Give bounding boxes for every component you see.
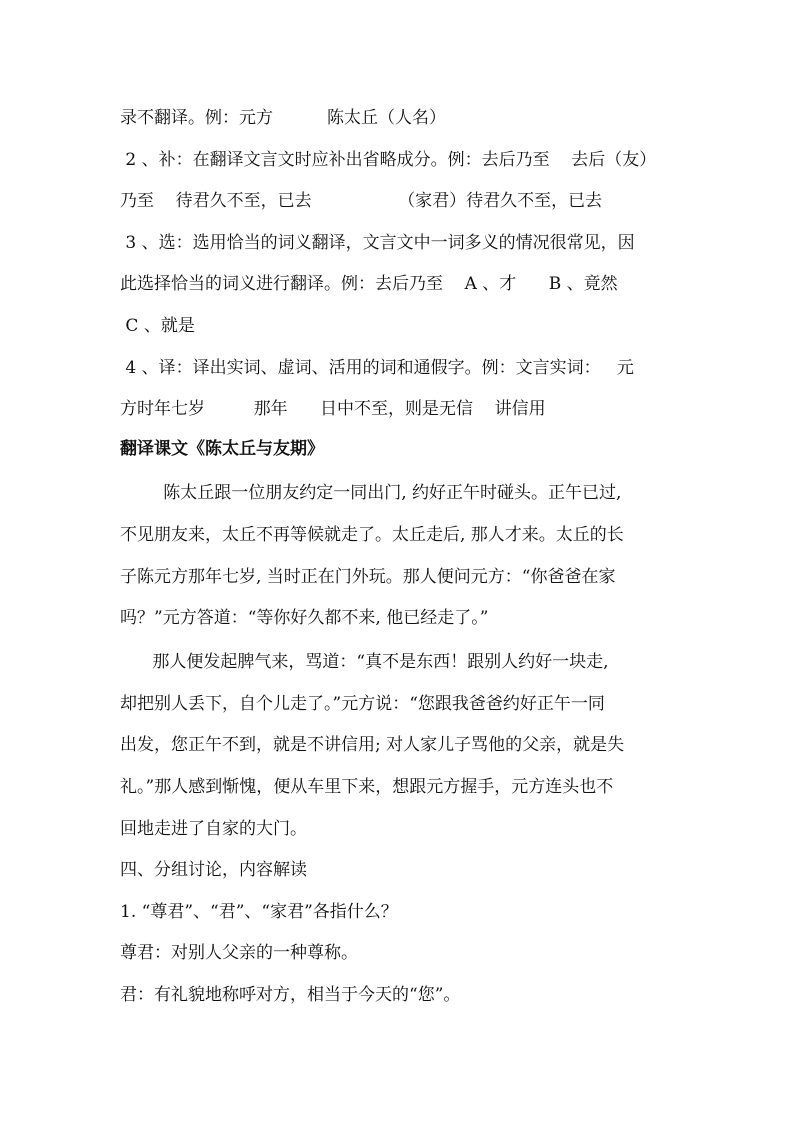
paragraph-line: 陈太丘跟一位朋友约定一同出门, 约好正午时碰头。正午已过, <box>120 483 622 503</box>
text-line-2: 2 、补：在翻译文言文时应补出省略成分。例：去后乃至 去后（友） <box>120 150 657 170</box>
paragraph-line: 礼。”那人感到惭愧，便从车里下来，想跟元方握手，元方连头也不 <box>120 777 614 797</box>
paragraph-line: 不见朋友来，太丘不再等候就走了。太丘走后, 那人才来。太丘的长 <box>120 525 624 545</box>
text-line-1: 录不翻译。例：元方 陈太丘（人名） <box>120 108 447 128</box>
text-line-7: 4 、译：译出实词、虚词、活用的词和通假字。例：文言实词： 元 <box>120 358 634 378</box>
text-line-4: 3 、选：选用恰当的词义翻译，文言文中一词多义的情况很常见，因 <box>120 233 635 253</box>
question: 1. “尊君”、“君”、“家君”各指什么？ <box>120 902 398 922</box>
answer-line: 尊君：对别人父亲的一种尊称。 <box>120 943 358 963</box>
text-line-5: 此选择恰当的词义进行翻译。例：去后乃至 A 、才 B 、竟然 <box>120 274 618 294</box>
paragraph-line: 那人便发起脾气来，骂道：“真不是东西！跟别人约好一块走, <box>120 652 609 672</box>
text-line-8: 方时年七岁 那年 日中不至，则是无信 讲信用 <box>120 399 546 419</box>
paragraph-line: 子陈元方那年七岁, 当时正在门外玩。那人便问元方：“你爸爸在家 <box>120 567 616 587</box>
answer-line: 君：有礼貌地称呼对方，相当于今天的“您”。 <box>120 985 461 1005</box>
paragraph-line: 出发，您正午不到，就是不讲信用; 对人家儿子骂他的父亲，就是失 <box>120 735 625 755</box>
paragraph-line: 吗？”元方答道：“等你好久都不来, 他已经走了。” <box>120 608 489 628</box>
translation-heading: 翻译课文《陈太丘与友期》 <box>120 439 324 459</box>
paragraph-line: 回地走进了自家的大门。 <box>120 819 307 839</box>
paragraph-line: 却把别人丢下，自个儿走了。”元方说：“您跟我爸爸约好正午一同 <box>120 694 605 714</box>
section-title: 四、分组讨论，内容解读 <box>120 860 307 880</box>
text-line-6: C 、就是 <box>120 316 195 336</box>
text-line-3: 乃至 待君久不至，已去 （家君）待君久不至，已去 <box>120 191 603 211</box>
